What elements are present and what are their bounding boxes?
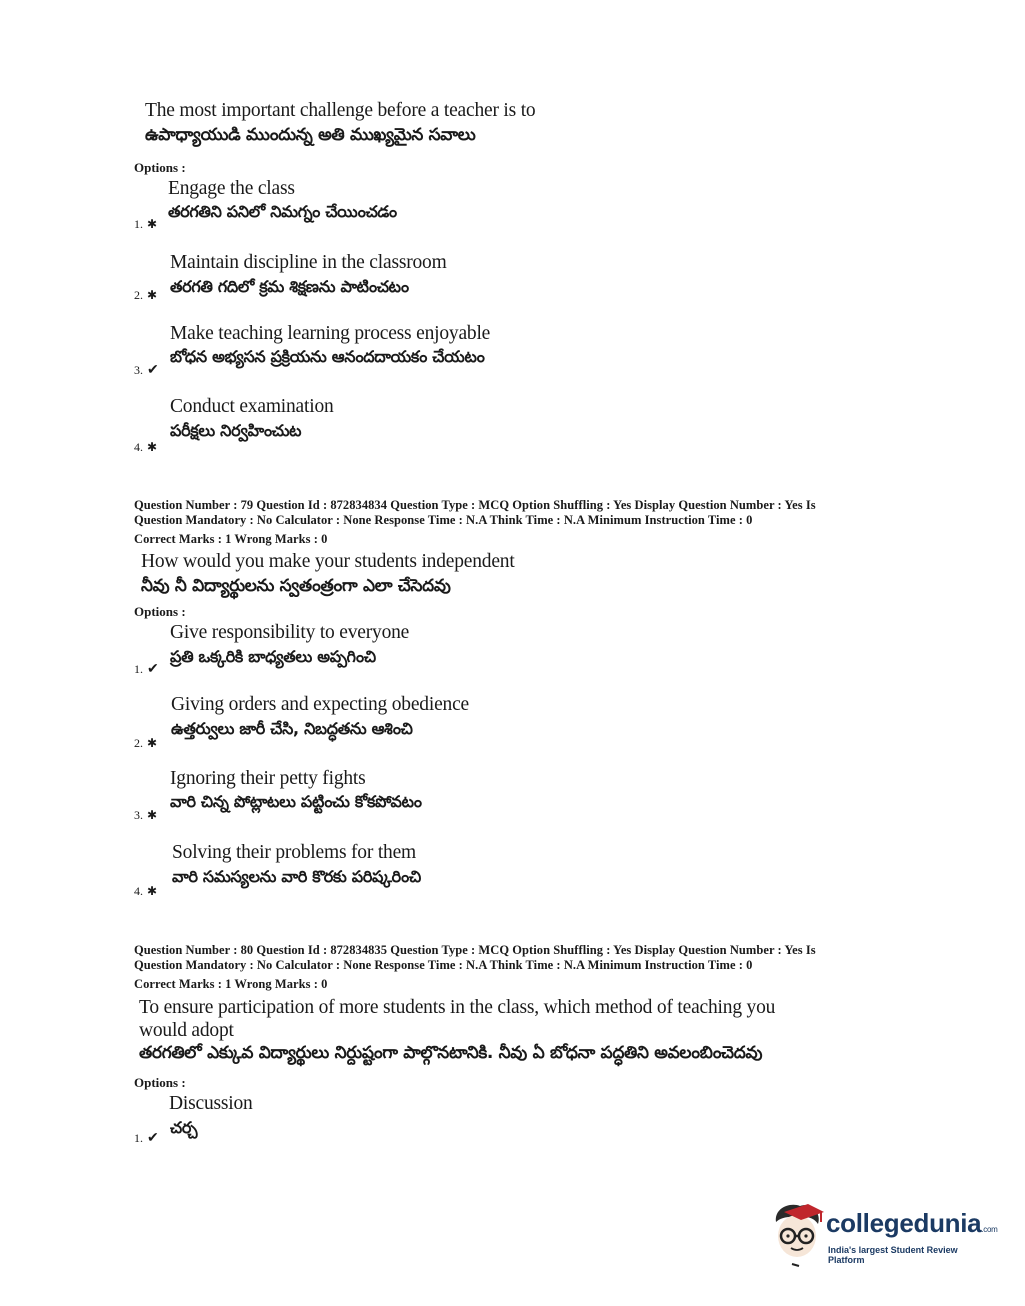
option-2-number: 2. ✱ — [134, 288, 158, 302]
question-80-text-en-line2: would adopt — [139, 1020, 234, 1041]
options-label: Options : — [134, 160, 186, 175]
wrong-mark-icon: ✱ — [147, 288, 158, 302]
option-2-number: 2. ✱ — [134, 736, 158, 750]
option-2-text-en: Maintain discipline in the classroom — [170, 252, 447, 273]
option-2-text-te: ఉత్తర్వులు జారీ చేసి, నిబద్ధతను ఆశించి — [171, 719, 413, 738]
option-1-number: 1. ✔ — [134, 662, 159, 677]
collegedunia-logo — [768, 1200, 998, 1270]
options-label: Options : — [134, 1075, 186, 1090]
logo-wordmark: collegedunia.com — [826, 1208, 998, 1238]
wrong-mark-icon: ✱ — [147, 736, 158, 750]
question-79-text-te: నీవు నీ విద్యార్థులను స్వతంత్రంగా ఎలా చేసెదవు — [141, 576, 451, 596]
question-79-marks: Correct Marks : 1 Wrong Marks : 0 — [134, 532, 328, 546]
logo-tagline: India's largest Student Review Platform — [828, 1245, 958, 1265]
option-1-text-te: చర్చ — [170, 1118, 198, 1137]
option-3-text-te: బోధన అభ్యసన ప్రక్రియను ఆనందదాయకం చేయటం — [170, 347, 485, 366]
options-label: Options : — [134, 604, 186, 619]
option-4-text-te: వారి సమస్యలను వారి కొరకు పరిష్కరించి — [172, 867, 421, 886]
option-1-text-te: తరగతిని పనిలో నిమగ్నం చేయించడం — [168, 202, 397, 221]
correct-checkmark-icon: ✔ — [147, 363, 159, 378]
option-3-text-te: వారి చిన్న పోట్లాటలు పట్టించు కోకపోవటం — [170, 792, 422, 811]
option-3-number: 3. ✔ — [134, 363, 159, 378]
wrong-mark-icon: ✱ — [147, 884, 158, 898]
question-80-meta-line2: Question Mandatory : No Calculator : None Response Time : N.A Think Time : N.A Minimum Instruction Time : 0 — [134, 958, 753, 972]
question-79-text-en: How would you make your students independent — [141, 551, 515, 572]
question-79-meta-line2: Question Mandatory : No Calculator : None Response Time : N.A Think Time : N.A Minimum Instruction Time : 0 — [134, 513, 753, 527]
question-78-text-te: ఉపాధ్యాయుడి ముందున్న అతి ముఖ్యమైన సవాలు — [145, 125, 476, 145]
question-80-text-te: తరగతిలో ఎక్కువ విద్యార్థులు నిర్దుష్టంగా పాల్గొనటానికి. నీవు ఏ బోధనా పద్ధతిని అవలంబించెదవు — [139, 1043, 763, 1063]
question-80-text-en: To ensure participation of more students in the class, which method of teaching you — [139, 997, 776, 1018]
option-2-text-en: Giving orders and expecting obedience — [171, 694, 469, 715]
option-1-number: 1. ✔ — [134, 1131, 159, 1146]
correct-checkmark-icon: ✔ — [147, 662, 159, 677]
option-1-text-te: ప్రతి ఒక్కరికి బాధ్యతలు అప్పగించి — [170, 647, 376, 666]
option-4-number: 4. ✱ — [134, 440, 158, 454]
option-2-text-te: తరగతి గదిలో క్రమ శిక్షణను పాటించటం — [170, 277, 409, 296]
option-1-text-en: Discussion — [169, 1093, 253, 1114]
option-4-text-te: పరీక్షలు నిర్వహించుట — [170, 421, 302, 440]
option-1-text-en: Engage the class — [168, 178, 295, 199]
option-3-text-en: Make teaching learning process enjoyable — [170, 323, 491, 344]
option-3-number: 3. ✱ — [134, 808, 158, 822]
option-1-number: 1. ✱ — [134, 217, 158, 231]
option-1-text-en: Give responsibility to everyone — [170, 622, 410, 643]
question-80-marks: Correct Marks : 1 Wrong Marks : 0 — [134, 977, 328, 991]
question-80-meta-line1: Question Number : 80 Question Id : 872834835 Question Type : MCQ Option Shuffling : Yes Display Question Number : Yes Is — [134, 943, 816, 957]
wrong-mark-icon: ✱ — [147, 440, 158, 454]
wrong-mark-icon: ✱ — [147, 217, 158, 231]
option-4-text-en: Solving their problems for them — [172, 842, 417, 863]
question-78-text-en: The most important challenge before a teacher is to — [145, 100, 536, 121]
mascot-icon — [768, 1200, 826, 1268]
question-79-meta-line1: Question Number : 79 Question Id : 872834834 Question Type : MCQ Option Shuffling : Yes Display Question Number : Yes Is — [134, 498, 816, 512]
correct-checkmark-icon: ✔ — [147, 1131, 159, 1146]
option-4-number: 4. ✱ — [134, 884, 158, 898]
option-3-text-en: Ignoring their petty fights — [170, 768, 366, 789]
wrong-mark-icon: ✱ — [147, 808, 158, 822]
option-4-text-en: Conduct examination — [170, 396, 334, 417]
